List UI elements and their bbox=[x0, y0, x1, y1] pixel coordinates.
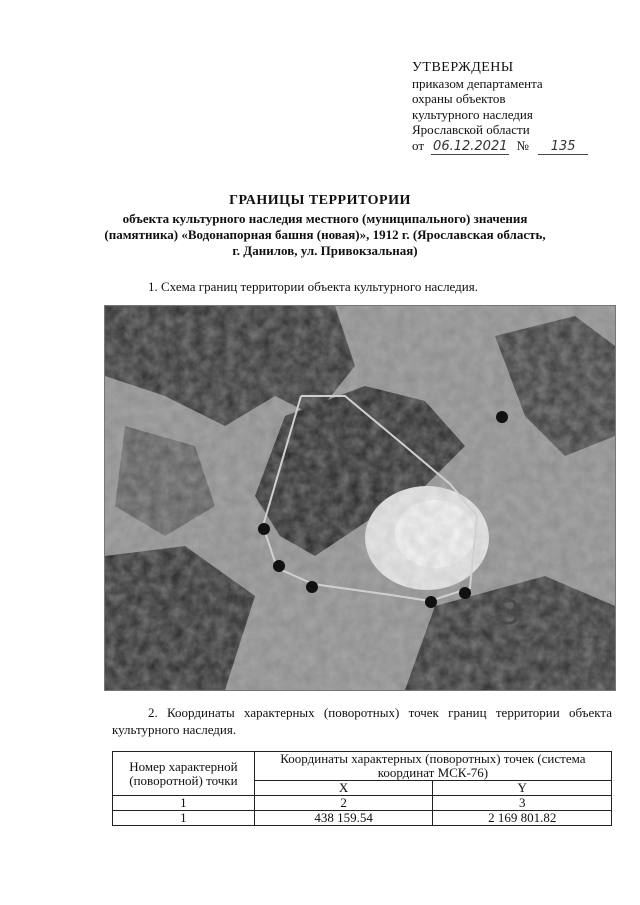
approval-line: охраны объектов bbox=[412, 91, 506, 106]
coordinates-header: Координаты характерных (поворотных) точек (система координат МСК-76) bbox=[254, 752, 611, 781]
section-2-heading: 2. Координаты характерных (поворотных) точек границ территории объекта культурного наследия. bbox=[112, 705, 612, 737]
approval-block bbox=[412, 60, 622, 155]
x-coordinate-cell: 438 159.54 bbox=[254, 811, 433, 826]
document-subtitle: объекта культурного наследия местного (муниципального) значения (памятника) «Водонапорная башня (новая)», 1912 г. (Ярославская область, г. Данилов, ул. Привокзальная) bbox=[104, 211, 546, 258]
section-1-heading: 1. Схема границ территории объекта культурного наследия. bbox=[148, 279, 478, 294]
aerial-map bbox=[105, 306, 615, 690]
map-point-label: 3 bbox=[499, 593, 521, 633]
column-index-row bbox=[113, 796, 612, 811]
boundary-scheme-aerial-image bbox=[104, 305, 616, 691]
boundary-point bbox=[496, 411, 508, 423]
date-prefix: от bbox=[412, 137, 425, 153]
photo-grain bbox=[105, 306, 615, 690]
approval-line: приказом департамента bbox=[412, 75, 543, 91]
boundary-point bbox=[306, 581, 318, 593]
table-cell: 1 bbox=[113, 796, 255, 811]
approval-date-row bbox=[412, 138, 622, 155]
handwritten-order-number: 135 bbox=[538, 140, 588, 155]
approval-heading: УТВЕРЖДЕНЫ bbox=[412, 60, 514, 75]
y-coordinate-cell: 2 169 801.82 bbox=[433, 811, 612, 826]
point-number-cell: 1 bbox=[113, 811, 255, 826]
document-title: ГРАНИЦЫ ТЕРРИТОРИИ bbox=[229, 193, 411, 208]
y-header: Y bbox=[433, 781, 612, 796]
boundary-point bbox=[425, 596, 437, 608]
table-cell: 2 bbox=[254, 796, 433, 811]
table-cell: 3 bbox=[433, 796, 612, 811]
x-header: X bbox=[254, 781, 433, 796]
table-row bbox=[113, 811, 612, 826]
boundary-point bbox=[459, 587, 471, 599]
point-number-header: Номер характерной (поворотной) точки bbox=[113, 752, 255, 796]
approval-line: культурного наследия bbox=[412, 106, 533, 122]
boundary-point bbox=[273, 560, 285, 572]
approval-line: Ярославской области bbox=[412, 122, 530, 137]
boundary-point bbox=[258, 523, 270, 535]
handwritten-date: 06.12.2021 bbox=[433, 138, 508, 154]
number-label: № bbox=[516, 137, 529, 153]
coordinates-table bbox=[112, 751, 612, 826]
